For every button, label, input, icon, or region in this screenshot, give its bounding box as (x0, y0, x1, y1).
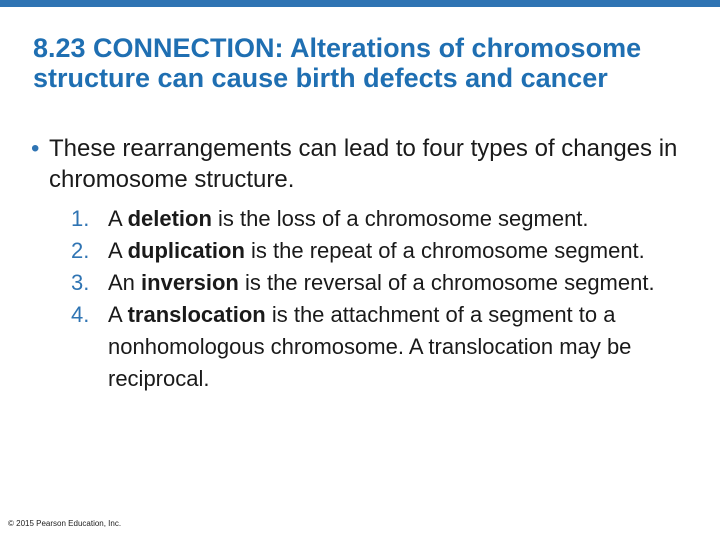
list-item (71, 299, 711, 395)
list-number: 4. (71, 302, 90, 327)
list-number: 1. (71, 206, 90, 231)
term-translocation: translocation (127, 302, 266, 327)
bullet-icon: • (31, 135, 40, 162)
list-item-text: A deletion is the loss of a chromosome segment. (108, 206, 589, 231)
main-bullet (31, 133, 691, 195)
list-item (71, 235, 711, 267)
top-accent-bar (0, 0, 720, 7)
list-item (71, 203, 711, 235)
list-item-text: A translocation is the attachment of a segment to a nonhomologous chromosome. A translocation may be reciprocal. (108, 302, 632, 391)
slide-title: 8.23 CONNECTION: Alterations of chromosome structure can cause birth defects and cancer (33, 33, 642, 93)
term-deletion: deletion (127, 206, 212, 231)
list-item (71, 267, 711, 299)
copyright-notice: © 2015 Pearson Education, Inc. (8, 519, 122, 528)
numbered-list (71, 203, 711, 395)
list-number: 2. (71, 238, 90, 263)
bullet-text: These rearrangements can lead to four types of changes in chromosome structure. (49, 135, 678, 193)
list-item-text: A duplication is the repeat of a chromosome segment. (108, 238, 645, 263)
list-item-text: An inversion is the reversal of a chromosome segment. (108, 270, 655, 295)
list-number: 3. (71, 270, 90, 295)
term-duplication: duplication (127, 238, 245, 263)
term-inversion: inversion (141, 270, 239, 295)
